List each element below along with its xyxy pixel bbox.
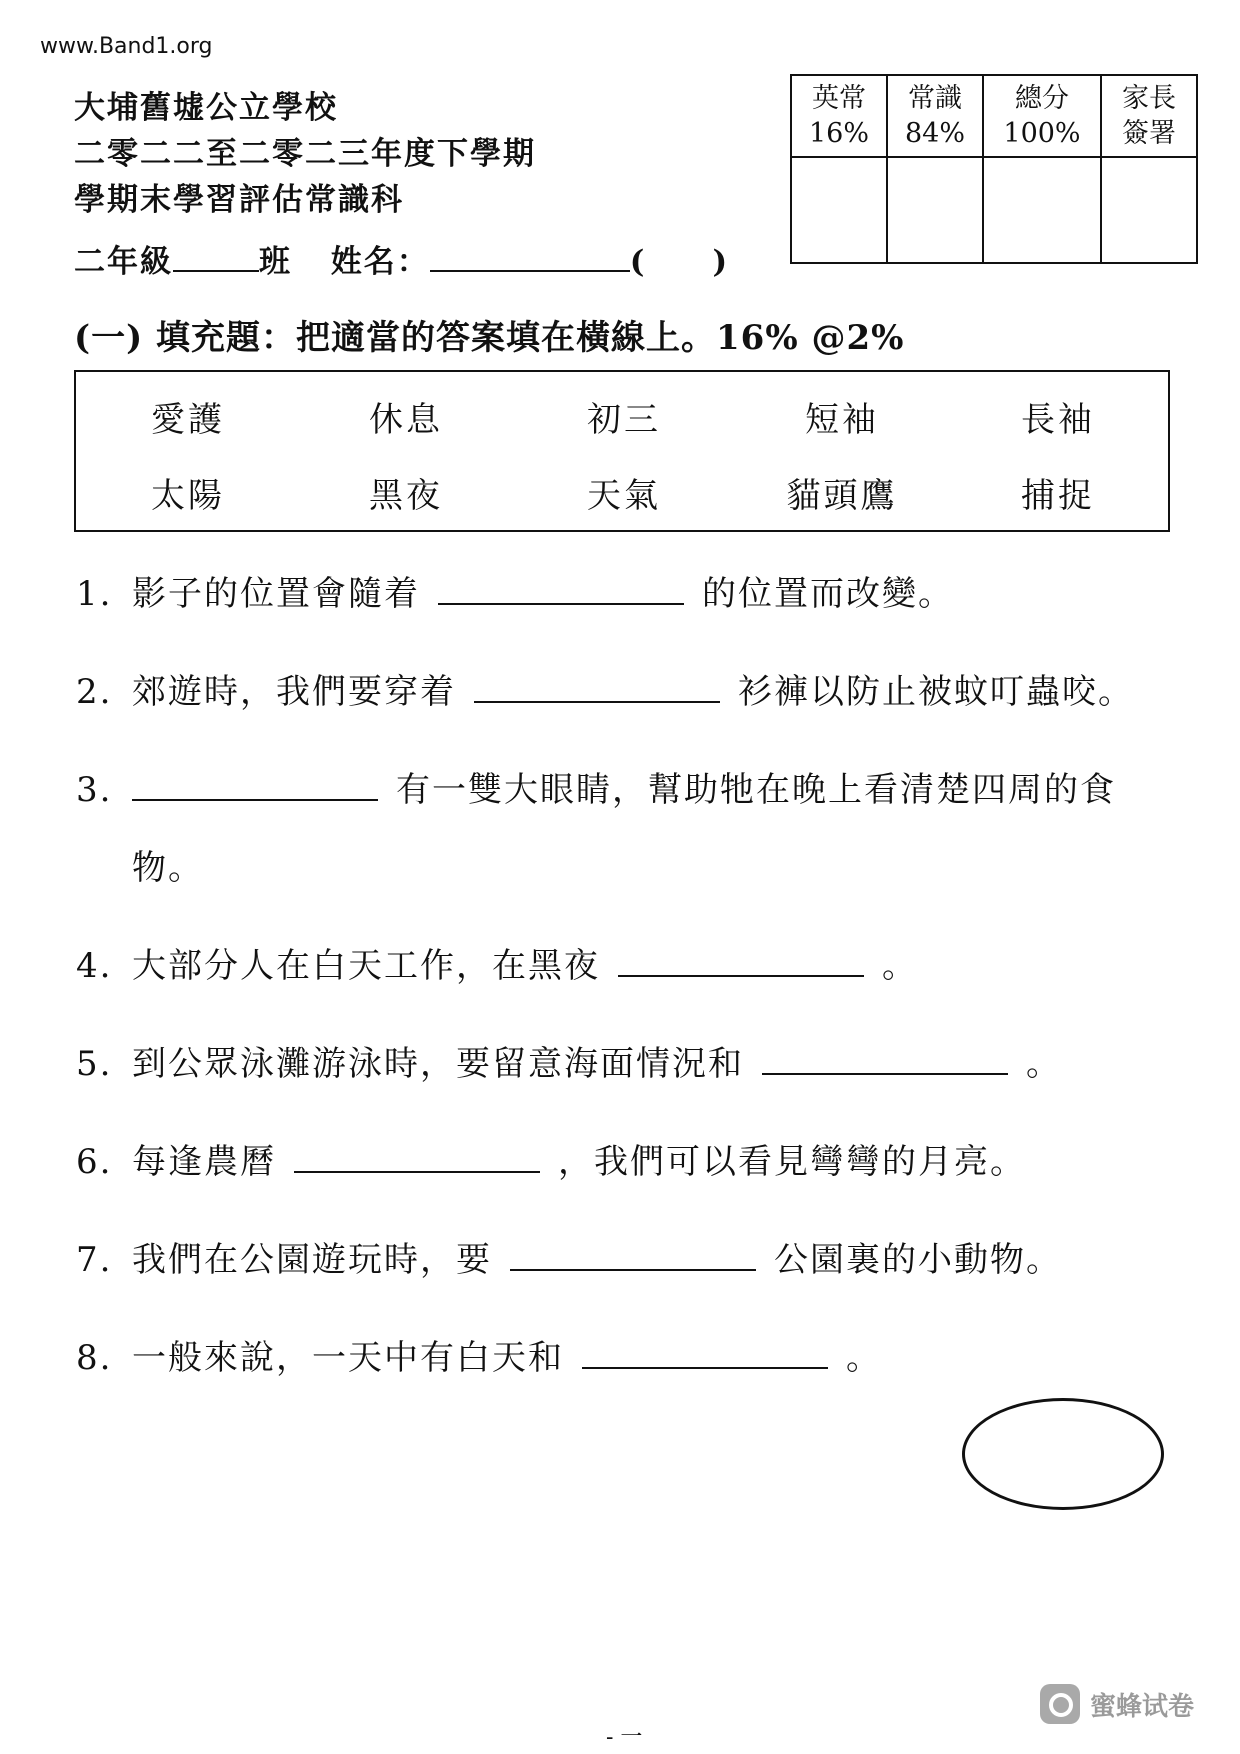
question-7: 7. 我們在公園遊玩時，要 公園裏的小動物。 <box>76 1240 1062 1280</box>
school-name: 大埔舊墟公立學校 <box>74 90 338 126</box>
question-6: 6. 每逢農曆 ，我們可以看見彎彎的月亮。 <box>76 1142 1026 1182</box>
answer-blank-5[interactable] <box>762 1047 1008 1075</box>
paren-open: ( <box>629 244 647 280</box>
term-line: 二零二二至二零二三年度下學期 <box>74 136 536 172</box>
question-8: 8. 一般來說，一天中有白天和 。 <box>76 1338 882 1378</box>
score-cell-total[interactable] <box>983 157 1101 263</box>
name-blank[interactable] <box>430 244 630 272</box>
site-url: www.Band1.org <box>40 34 213 59</box>
score-table <box>790 74 1198 264</box>
question-5: 5. 到公眾泳灘游泳時，要留意海面情況和 。 <box>76 1044 1062 1084</box>
page-number: - 一 <box>606 1725 643 1750</box>
score-oval <box>962 1398 1164 1510</box>
watermark <box>1040 1684 1194 1724</box>
word-bank-item: 短袖 <box>805 400 879 440</box>
watermark-text: 蜜蜂试卷 <box>1090 1691 1195 1722</box>
answer-blank-2[interactable] <box>474 675 720 703</box>
name-label: 姓名： <box>330 244 430 280</box>
watermark-logo-icon <box>1040 1684 1080 1724</box>
question-3-continued: 物。 <box>132 848 204 888</box>
word-bank-item: 黑夜 <box>369 476 443 516</box>
score-header-english: 英常 16% <box>791 75 887 157</box>
score-cell-english[interactable] <box>791 157 887 263</box>
exam-title: 學期末學習評估常識科 <box>74 182 404 218</box>
student-info-line <box>74 236 729 281</box>
answer-blank-8[interactable] <box>582 1341 828 1369</box>
word-bank-item: 休息 <box>369 400 443 440</box>
question-4: 4. 大部分人在白天工作，在黑夜 。 <box>76 946 918 986</box>
class-blank[interactable] <box>173 244 259 272</box>
score-header-gs: 常識 84% <box>887 75 983 157</box>
word-bank <box>74 370 1170 532</box>
score-header-total: 總分 100% <box>983 75 1101 157</box>
grade-label: 二年級 <box>74 244 173 280</box>
answer-blank-1[interactable] <box>438 577 684 605</box>
answer-blank-4[interactable] <box>618 949 864 977</box>
class-label: 班 <box>259 244 292 280</box>
answer-blank-7[interactable] <box>510 1243 756 1271</box>
score-cell-parent-signature[interactable] <box>1101 157 1197 263</box>
answer-blank-3[interactable] <box>132 773 378 801</box>
section-title: (一) 填充題：把適當的答案填在橫線上。16% @2% <box>74 318 905 358</box>
word-bank-item: 太陽 <box>151 476 225 516</box>
word-bank-item: 捕捉 <box>1021 476 1095 516</box>
word-bank-item: 愛護 <box>151 400 225 440</box>
question-2: 2. 郊遊時，我們要穿着 衫褲以防止被蚊叮蟲咬。 <box>76 672 1134 712</box>
score-cell-gs[interactable] <box>887 157 983 263</box>
word-bank-item: 初三 <box>587 400 661 440</box>
question-3: 3. 有一雙大眼睛，幫助牠在晚上看清楚四周的食 <box>76 770 1116 810</box>
word-bank-item: 貓頭鷹 <box>786 476 898 516</box>
paren-close: ) <box>712 244 730 280</box>
answer-blank-6[interactable] <box>294 1145 540 1173</box>
score-header-parent: 家長 簽署 <box>1101 75 1197 157</box>
question-1: 1. 影子的位置會隨着 的位置而改變。 <box>76 574 954 614</box>
word-bank-item: 天氣 <box>587 476 661 516</box>
word-bank-item: 長袖 <box>1021 400 1095 440</box>
